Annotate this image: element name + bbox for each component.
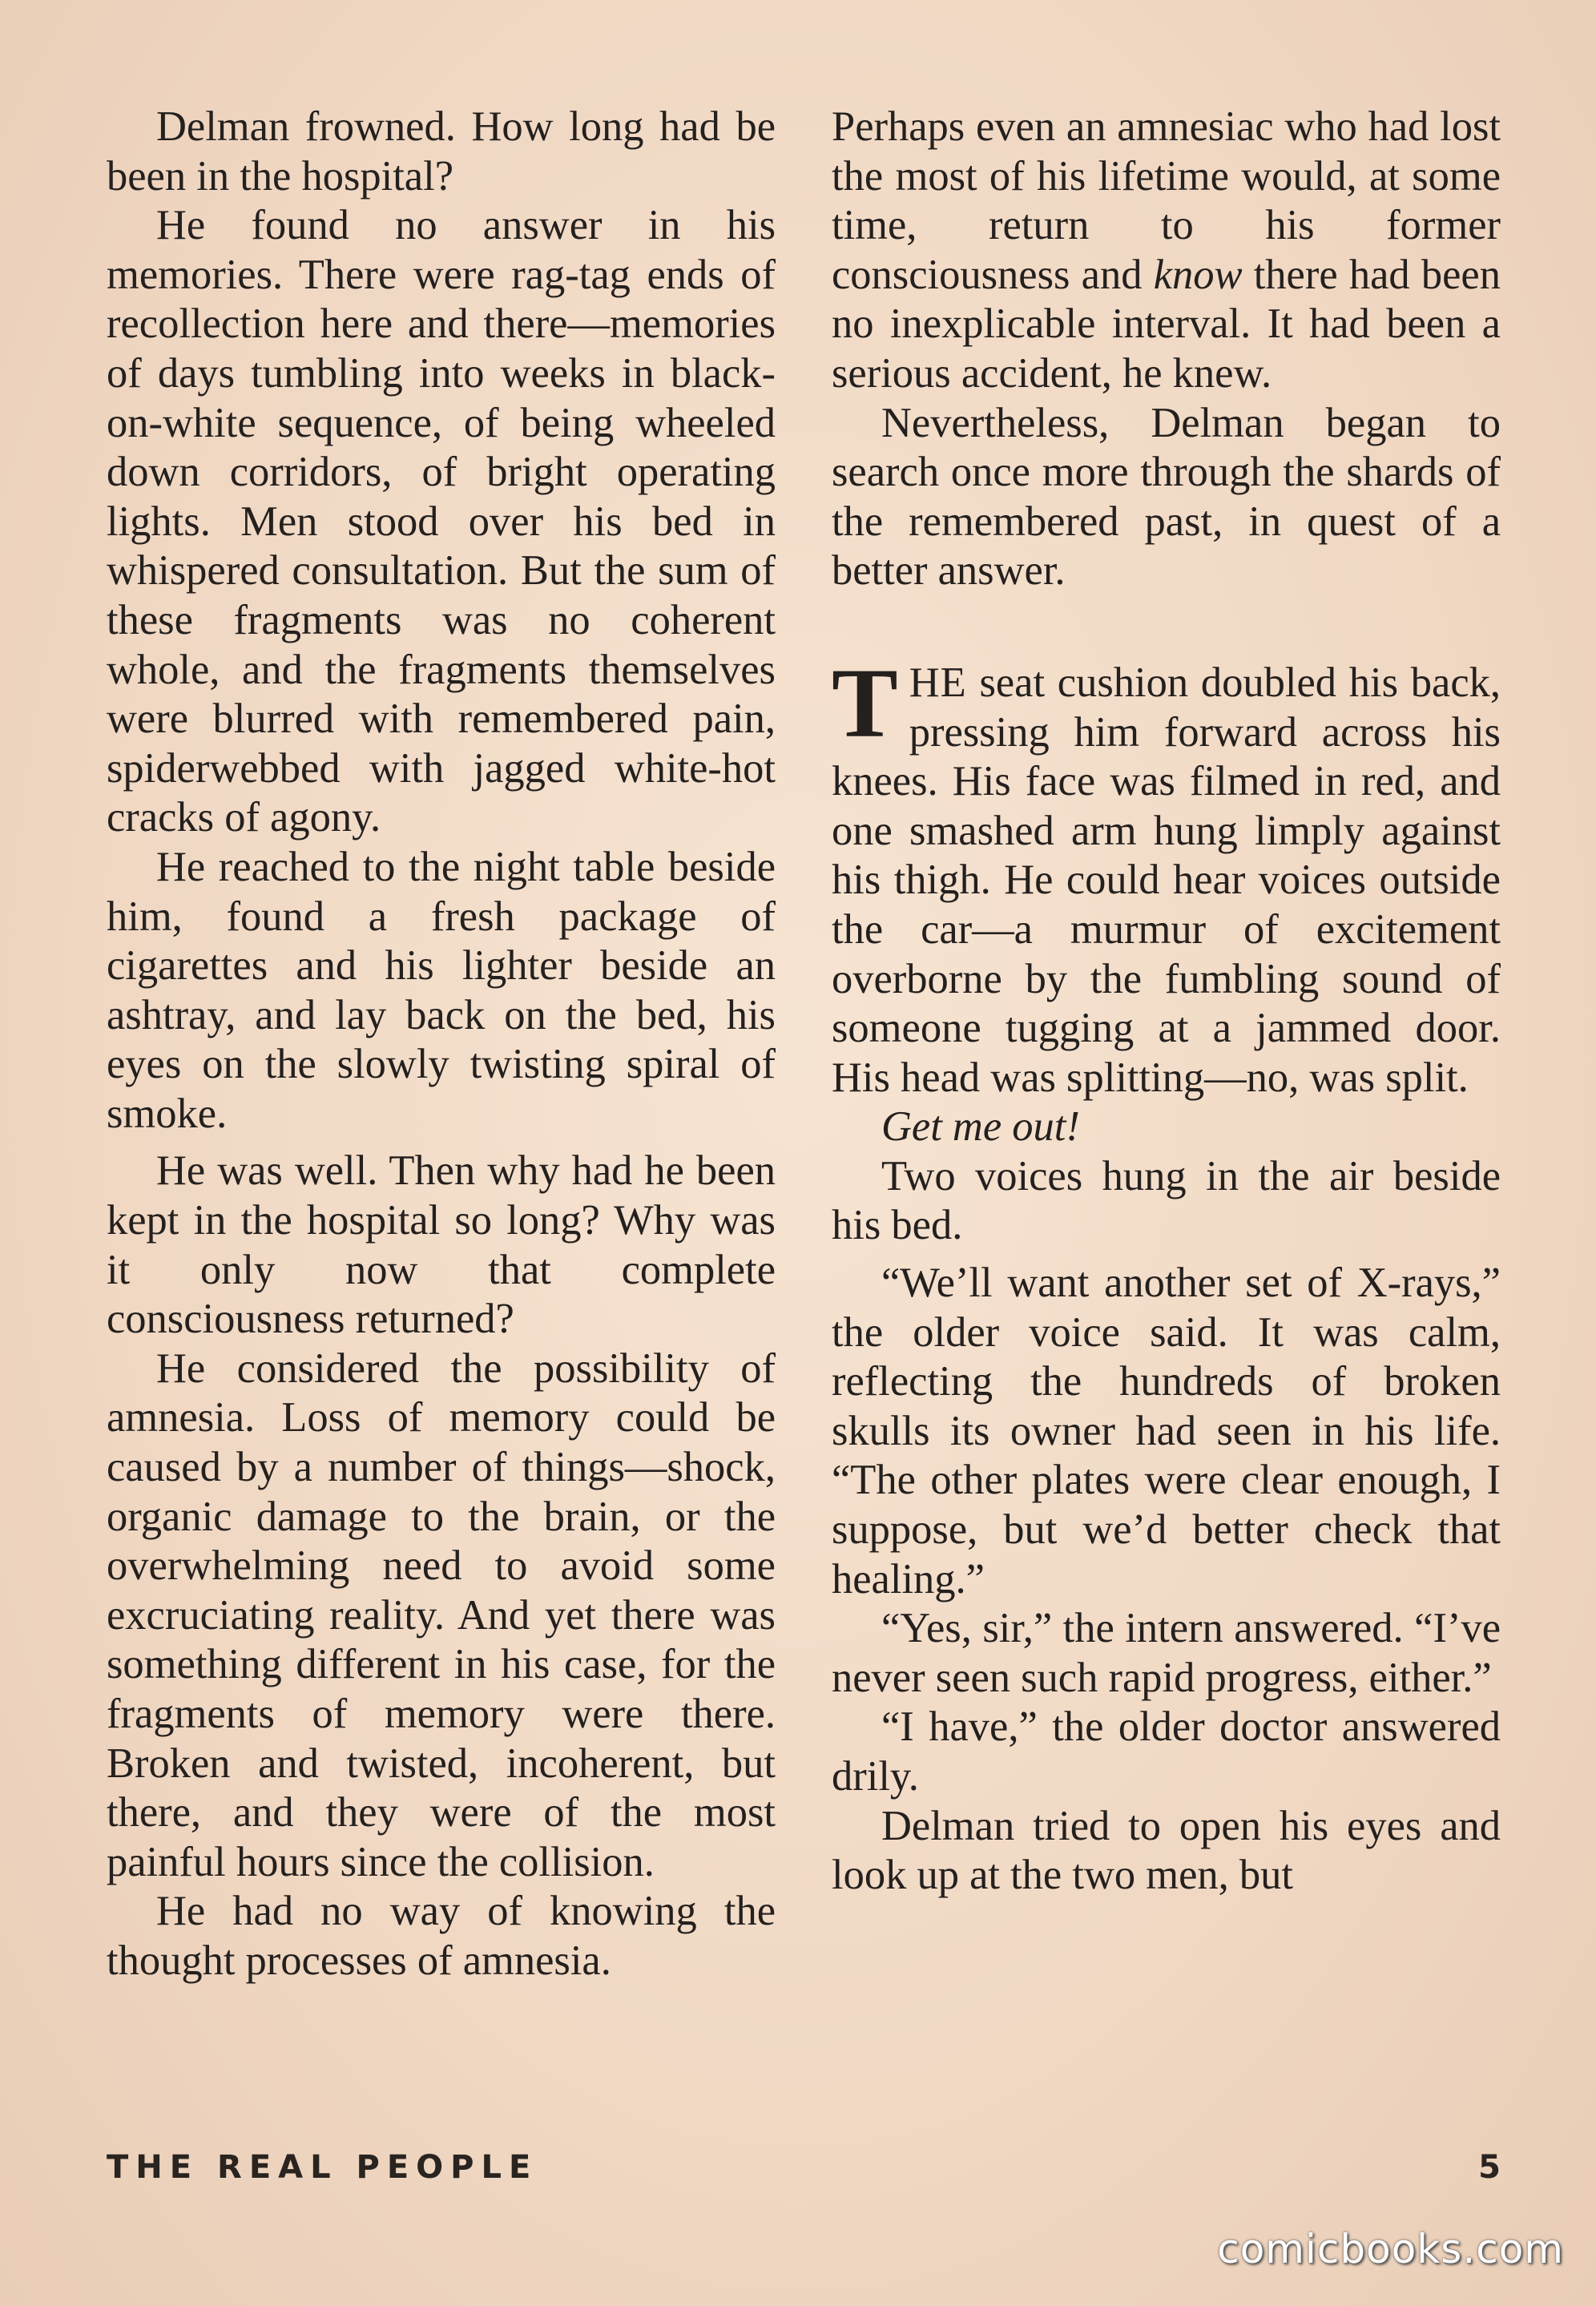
italic-line: Get me out! (881, 1103, 1080, 1151)
drop-cap: T (832, 647, 898, 758)
page-number: 5 (1478, 2149, 1501, 2186)
paragraph: “I have,” the older doctor answered drily. (832, 1703, 1501, 1800)
watermark-text: comicbooks.com (1217, 2226, 1564, 2272)
section-lead-paragraph (832, 647, 1501, 1103)
paragraph: Delman tried to open his eyes and look up at the two men, but (832, 1802, 1501, 1899)
paragraph-text: seat cushion doubled his back, pressing him forward across his knees. His face was filmed in red, and one smashed arm hung limply against his thigh. He could hear voices outside the car—a murmur of excitement overborne by the fumbling sound of someone tugging at a jammed door. His head was splitting—no, was split. (832, 659, 1501, 1101)
emphasis-text: know (1153, 251, 1243, 298)
paragraph-text: there had been no inexplicable interval. It had been a serious accident, he knew. (832, 251, 1501, 397)
paragraph: He had no way of knowing the thought processes of amnesia. (107, 1888, 776, 1984)
paragraph: He considered the possibility of amnesia. Loss of memory could be caused by a number of things—shock, organic damage to the brain, or the overwhelming need to avoid some excruciating reality. And yet there was something different in his case, for the fragments of memory were there. Broken and twisted, incoherent, but there, and they were of the most painful hours since the collision. (107, 1344, 776, 1885)
paragraph: He reached to the night table beside him, found a fresh package of cigarettes and his lighter beside an ashtray, and lay back on the bed, his eyes on the slowly twisting spiral of smoke. (107, 843, 776, 1137)
left-column (107, 103, 776, 1986)
paragraph-continued (832, 103, 1501, 399)
paragraph: “Yes, sir,” the intern answered. “I’ve never seen such rapid progress, either.” (832, 1605, 1501, 1701)
paragraph: Delman frowned. How long had be been in the hospital? (107, 103, 776, 200)
paragraph: Nevertheless, Delman began to search once more through the shards of the remembered past, in quest of a better answer. (832, 399, 1501, 595)
right-column (832, 103, 1501, 1901)
section-break (832, 647, 1501, 1901)
page-footer (107, 2149, 1501, 2197)
paragraph: He was well. Then why had he been kept in the hospital so long? Why was it only now that complete consciousness returned? (107, 1147, 776, 1343)
paragraph: “We’ll want another set of X-rays,” the older voice said. It was calm, reflecting the hundreds of broken skulls its owner had seen in his life. “The other plates were clear enough, I suppose, but we’d better check that healing.” (832, 1260, 1501, 1603)
paragraph: He found no answer in his memories. There were rag-tag ends of recollection here and there—memories of days tumbling into weeks in black-on-white sequence, of being wheeled down corridors, of bright operating lights. Men stood over his bed in whispered consultation. But the sum of these fragments was no coherent whole, and the fragments themselves were blurred with remembered pain, spiderwebbed with jagged white-hot cracks of agony. (107, 202, 776, 841)
paragraph: Two voices hung in the air beside his bed. (832, 1152, 1501, 1249)
lead-small-caps: HE (909, 659, 967, 706)
paragraph-text: Perhaps even an amnesiac who had lost the most of his lifetime would, at some time, return to his former consciousness and (832, 103, 1501, 298)
magazine-title: THE REAL PEOPLE (107, 2149, 538, 2186)
